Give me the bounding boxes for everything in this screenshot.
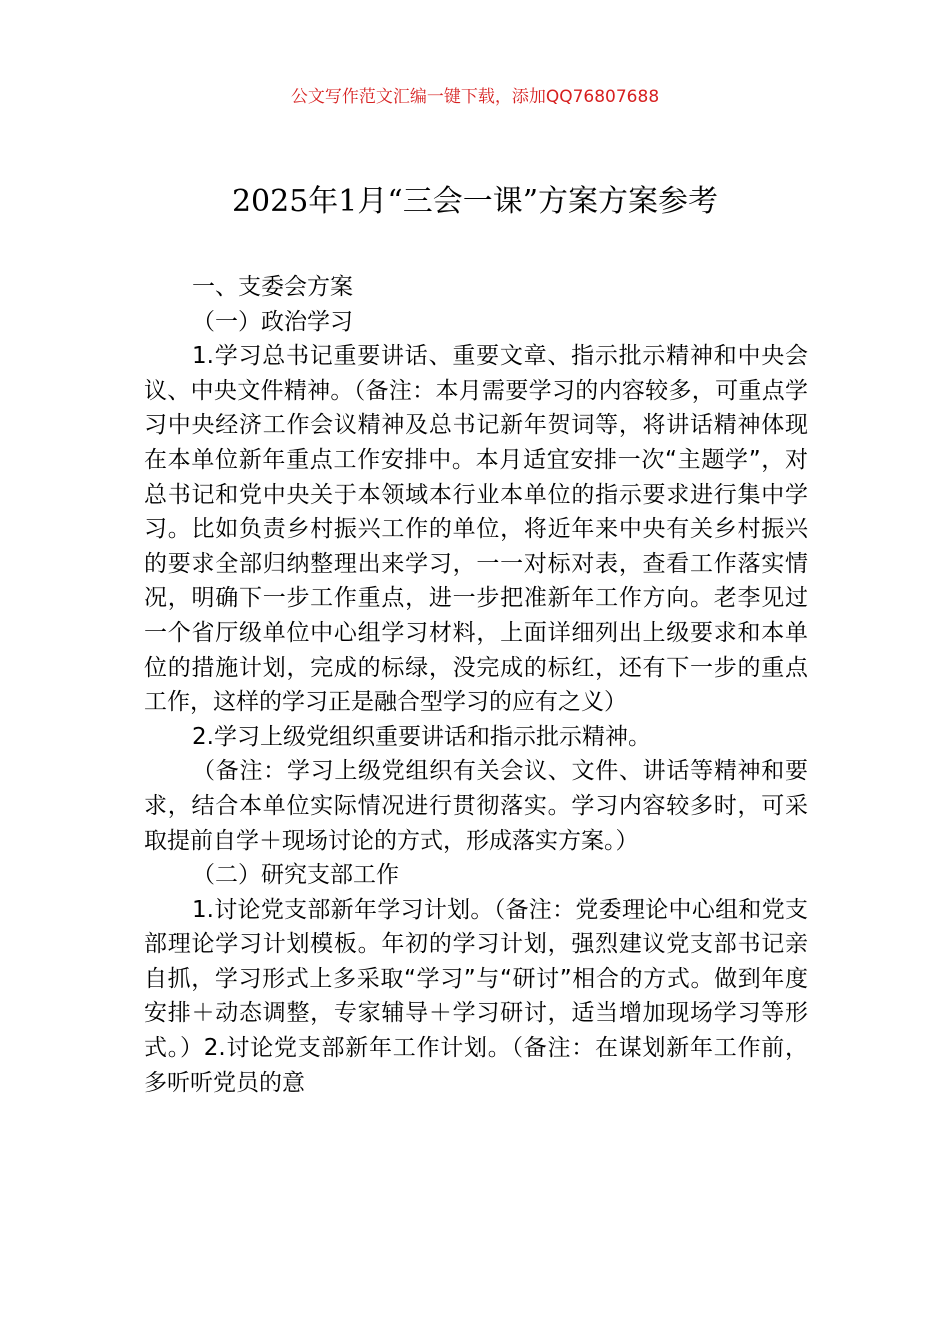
body-paragraph: 1.讨论党支部新年学习计划。（备注：党委理论中心组和党支部理论学习计划模板。年初的学习计划，强烈建议党支部书记亲自抓，学习形式上多采取“学习”与“研讨”相合的方式。做到年度安排＋动态调整，专家辅导＋学习研讨，适当增加现场学习等形式。）2.讨论党支部新年工作计划。（备注：在谋划新年工作前，多听听党员的意 xyxy=(144,896,808,1096)
header-note: 公文写作范文汇编一键下载，添加QQ76807688 xyxy=(290,87,660,107)
body-paragraph: （备注：学习上级党组织有关会议、文件、讲话等精神和要求，结合本单位实际情况进行贯彻落实。学习内容较多时，可采取提前自学＋现场讨论的方式，形成落实方案。） xyxy=(144,758,808,854)
subsection-heading: （二）研究支部工作 xyxy=(192,862,399,889)
section-heading: 一、支委会方案 xyxy=(192,274,353,300)
document-title: 2025年1月“三会一课”方案方案参考 xyxy=(231,184,719,219)
body-paragraph: 2.学习上级党组织重要讲话和指示批示精神。 xyxy=(192,723,651,750)
document-body xyxy=(144,270,808,1100)
body-paragraph: 1.学习总书记重要讲话、重要文章、指示批示精神和中央会议、中央文件精神。（备注：本月需要学习的内容较多，可重点学习中央经济工作会议精神及总书记新年贺词等，将讲话精神体现在本单位新年重点工作安排中。本月适宜安排一次“主题学”，对总书记和党中央关于本领域本行业本单位的指示要求进行集中学习。比如负责乡村振兴工作的单位，将近年来中央有关乡村振兴的要求全部归纳整理出来学习，一一对标对表，查看工作落实情况，明确下一步工作重点，进一步把准新年工作方向。老李见过一个省厅级单位中心组学习材料，上面详细列出上级要求和本单位的措施计划，完成的标绿，没完成的标红，还有下一步的重点工作，这样的学习正是融合型学习的应有之义） xyxy=(144,343,808,716)
subsection-heading: （一）政治学习 xyxy=(192,308,353,335)
